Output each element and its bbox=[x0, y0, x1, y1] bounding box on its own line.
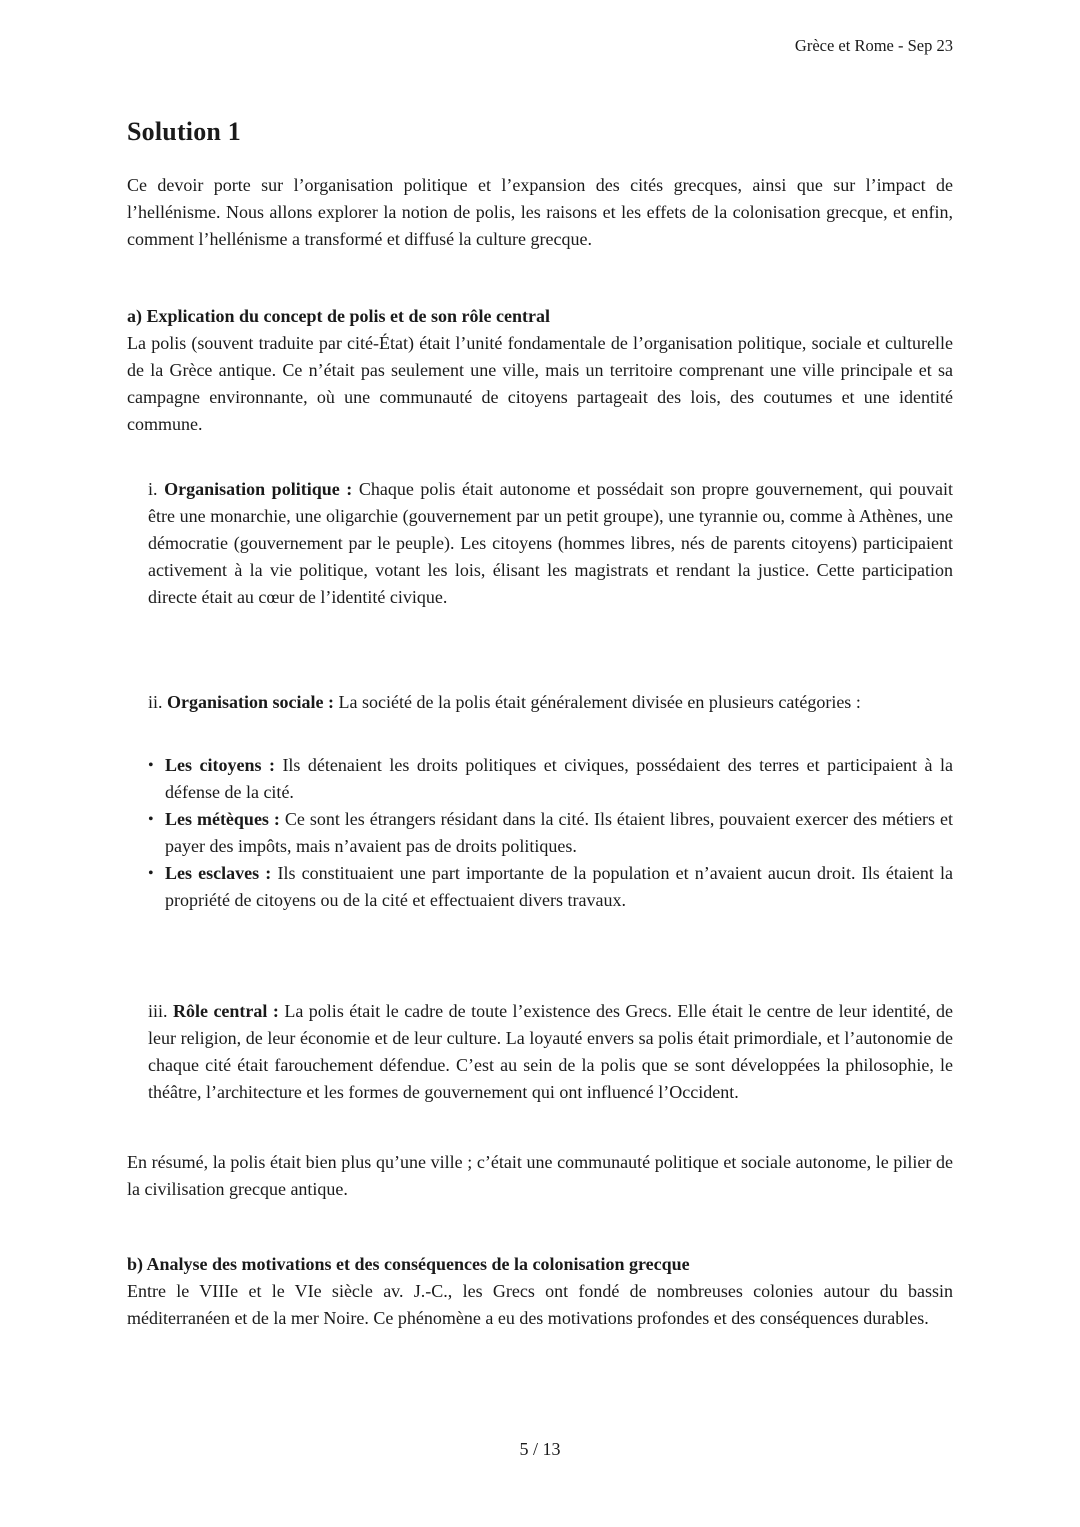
item-ii-marker: ii. bbox=[148, 692, 163, 712]
list-item-body: Ils constituaient une part importante de la population et n’avaient aucun droit. Ils étaient la propriété de citoyens ou de la cité et effectuaient divers travaux. bbox=[165, 863, 953, 910]
item-iii-label: Rôle central : bbox=[172, 1001, 279, 1021]
list-item-body: Ce sont les étrangers résidant dans la cité. Ils étaient libres, pouvaient exercer des métiers et payer des impôts, mais n’avaient pas de droits politiques. bbox=[165, 809, 954, 856]
item-ii-label: Organisation sociale : bbox=[167, 692, 335, 712]
item-iii-marker: iii. bbox=[148, 1001, 168, 1021]
bullet-icon: • bbox=[148, 757, 154, 774]
section-b-heading: b) Analyse des motivations et des conséquences de la colonisation grecque bbox=[127, 1254, 690, 1274]
bullet-icon: • bbox=[148, 811, 154, 828]
list-item-text bbox=[165, 860, 953, 914]
list-item-text bbox=[165, 752, 953, 806]
list-item-citoyens bbox=[148, 752, 953, 806]
intro-paragraph: Ce devoir porte sur l’organisation politique et l’expansion des cités grecques, ainsi que sur l’impact de l’hellénisme. Nous allons explorer la notion de polis, les raisons et les effets de la colonisation grecque, et enfin, comment l’hellénisme a transformé et diffusé la culture grecque. bbox=[127, 175, 953, 249]
item-i-text: Chaque polis était autonome et possédait son propre gouvernement, qui pouvait être une monarchie, une oligarchie (gouvernement par un petit groupe), une tyrannie ou, comme à Athènes, une démocratie (gouvernement par le peuple). Les citoyens (hommes libres, nés de parents citoyens) participaient activement à la vie politique, votant les lois, élisant les magistrats et rendant la justice. Cette participation directe était au cœur de l’identité civique. bbox=[148, 479, 954, 607]
section-a-body: La polis (souvent traduite par cité-État) était l’unité fondamentale de l’organisation politique, sociale et culturelle de la Grèce antique. Ce n’était pas seulement une ville, mais un territoire comprenant une ville principale et sa campagne environnante, où une communauté de citoyens partageait des lois, des coutumes et une identité commune. bbox=[127, 333, 953, 434]
list-item-label: Les citoyens : bbox=[165, 755, 275, 775]
bullet-icon: • bbox=[148, 865, 154, 882]
section-a-heading: a) Explication du concept de polis et de son rôle central bbox=[127, 306, 550, 326]
page-title: Solution 1 bbox=[127, 117, 241, 146]
page-content bbox=[127, 0, 953, 1332]
item-ii-paragraph bbox=[148, 689, 953, 716]
item-iii-text: La polis était le cadre de toute l’existence des Grecs. Elle était le centre de leur identité, de leur religion, de leur économie et de leur culture. La loyauté envers sa polis était primordiale, et l’autonomie de chaque cité était farouchement défendue. C’est au sein de la polis que se sont développées la philosophie, le théâtre, l’architecture et les formes de gouvernement qui ont influencé l’Occident. bbox=[148, 1001, 954, 1102]
item-i-label: Organisation politique : bbox=[164, 479, 353, 499]
page-footer bbox=[0, 1436, 1080, 1463]
summary-paragraph: En résumé, la polis était bien plus qu’une ville ; c’était une communauté politique et sociale autonome, le pilier de la civilisation grecque antique. bbox=[127, 1152, 953, 1199]
list-item-esclaves bbox=[148, 860, 953, 914]
list-item-body: Ils détenaient les droits politiques et civiques, possédaient des terres et participaient à la défense de la cité. bbox=[165, 755, 953, 802]
header-course-label: Grèce et Rome - Sep 23 bbox=[794, 36, 953, 55]
list-item-meteques bbox=[148, 806, 953, 860]
page-number: 5 / 13 bbox=[519, 1439, 561, 1459]
section-b-body: Entre le VIIIe et le VIe siècle av. J.-C., les Grecs ont fondé de nombreuses colonies autour du bassin méditerranéen et de la mer Noire. Ce phénomène a eu des motivations profondes et des conséquences durables. bbox=[127, 1281, 953, 1328]
item-i-marker: i. bbox=[148, 479, 158, 499]
item-iii-paragraph bbox=[148, 998, 953, 1106]
list-item-label: Les métèques : bbox=[165, 809, 280, 829]
social-categories-list bbox=[148, 752, 953, 914]
list-item-label: Les esclaves : bbox=[165, 863, 272, 883]
item-i-paragraph bbox=[148, 476, 953, 611]
list-item-text bbox=[165, 806, 953, 860]
item-ii-text: La société de la polis était généralement divisée en plusieurs catégories : bbox=[338, 692, 861, 712]
